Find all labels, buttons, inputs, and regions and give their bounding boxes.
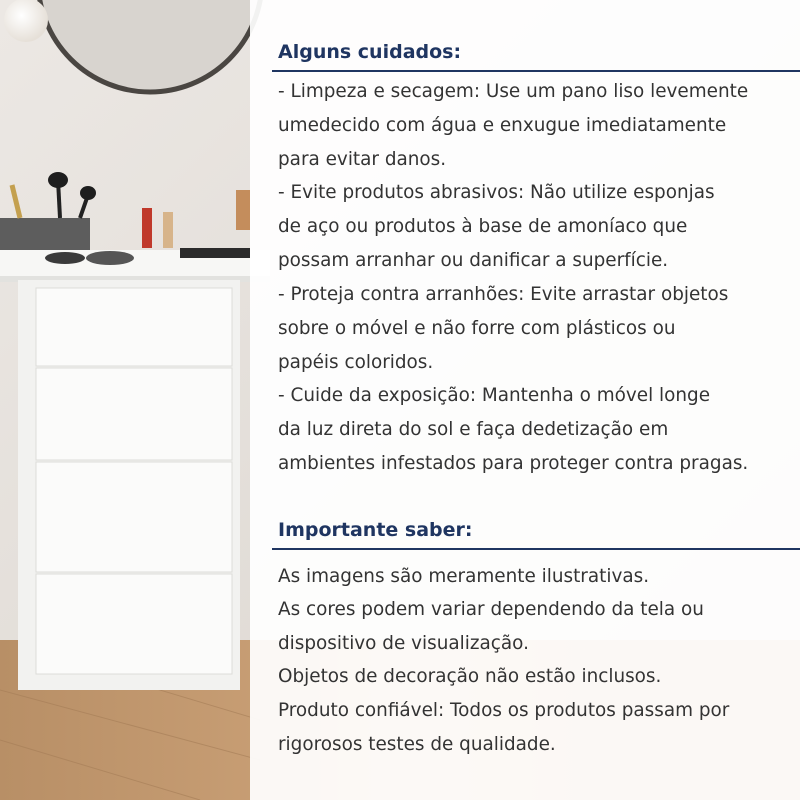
care-line: - Cuide da exposição: Mantenha o móvel longe: [278, 385, 711, 406]
care-line: umedecido com água e enxugue imediatamente: [278, 115, 727, 136]
important-heading: Importante saber:: [278, 519, 473, 541]
care-line: para evitar danos.: [278, 149, 447, 170]
important-line: dispositivo de visualização.: [278, 633, 529, 654]
care-line: possam arranhar ou danificar a superfície.: [278, 250, 669, 271]
care-line: sobre o móvel e não forre com plásticos ou: [278, 318, 676, 339]
care-line: de aço ou produtos à base de amoníaco que: [278, 216, 688, 237]
care-divider: [272, 70, 800, 72]
important-line: rigorosos testes de qualidade.: [278, 734, 556, 755]
care-line: - Proteja contra arranhões: Evite arrastar objetos: [278, 284, 729, 305]
care-line: - Limpeza e secagem: Use um pano liso levemente: [278, 81, 749, 102]
care-line: ambientes infestados para proteger contra pragas.: [278, 453, 749, 474]
important-divider: [272, 548, 800, 550]
care-line: - Evite produtos abrasivos: Não utilize esponjas: [278, 182, 715, 203]
care-heading: Alguns cuidados:: [278, 41, 462, 63]
important-line: As imagens são meramente ilustrativas.: [278, 566, 650, 587]
care-line: da luz direta do sol e faça dedetização em: [278, 419, 669, 440]
important-line: Produto confiável: Todos os produtos passam por: [278, 700, 730, 721]
important-line: Objetos de decoração não estão inclusos.: [278, 666, 662, 687]
important-line: As cores podem variar dependendo da tela ou: [278, 599, 704, 620]
care-line: papéis coloridos.: [278, 352, 434, 373]
